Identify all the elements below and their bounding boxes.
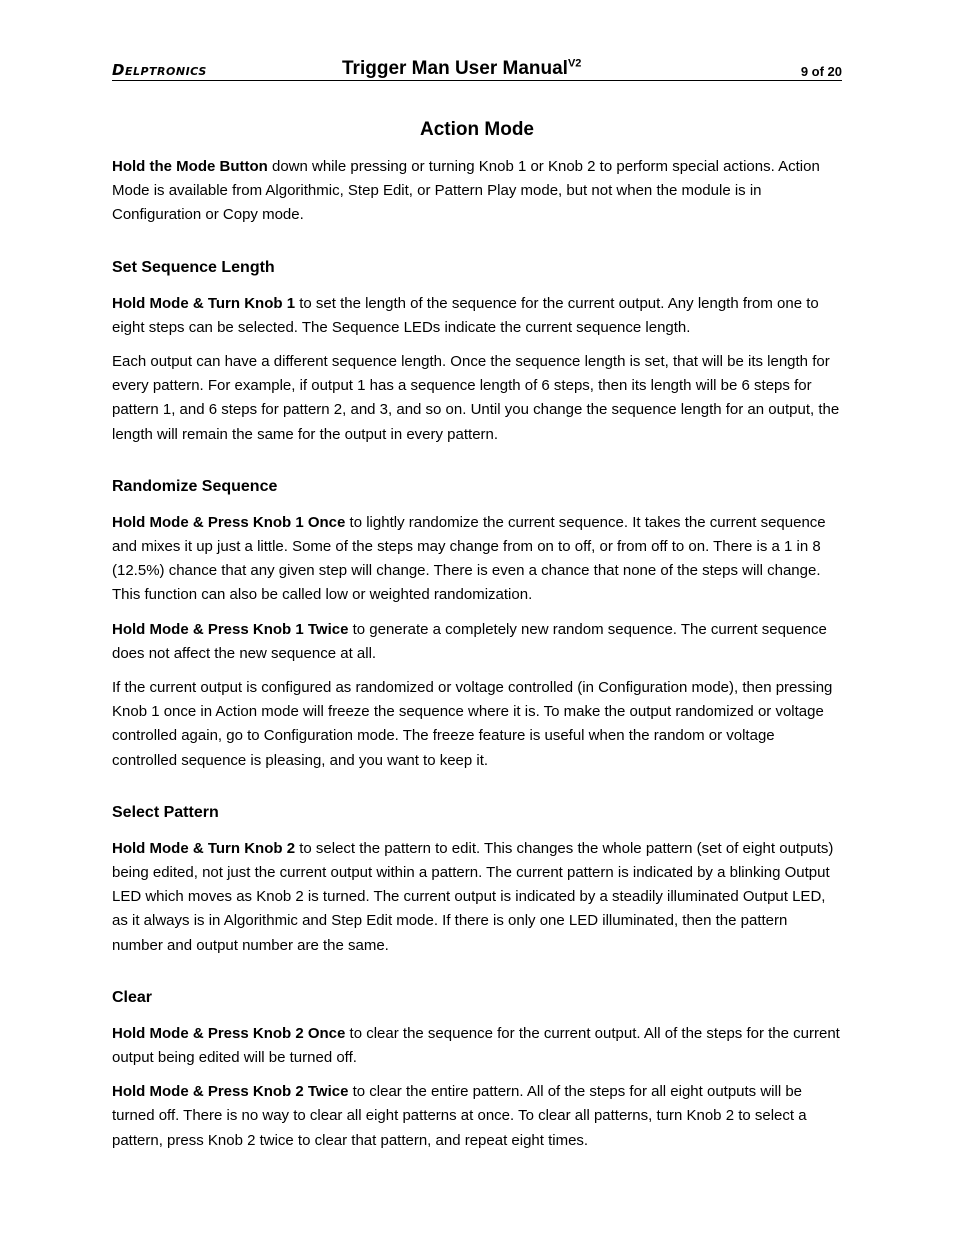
- page-number: 9 of 20: [800, 64, 842, 79]
- paragraph-text: to set the length of the sequence for the current output. Any length from one to eight steps can be selected. The Sequence LEDs indicate the current sequence length.: [112, 294, 819, 336]
- intro-text: down while pressing or turning Knob 1 or Knob 2 to perform special actions. Action Mode is available from Algorithmic, Step Edit, or Pattern Play mode, but not when the module is in Configuration or Copy mode.: [112, 158, 820, 224]
- body-paragraph: [112, 292, 842, 340]
- intro-paragraph: [112, 155, 842, 228]
- subsection-heading: Clear: [112, 988, 153, 1006]
- paragraph-bold: Hold Mode & Turn Knob 2: [112, 839, 296, 857]
- paragraph-text: to select the pattern to edit. This changes the whole pattern (set of eight outputs) being edited, not just the current output within a pattern. The current pattern is indicated by a blinking Output LED which moves as Knob 2 is turned. The current output is indicated by a steadily illuminated Output LED, as it always is in Algorithmic and Step Edit mode. If there is only one LED illuminated, then the pattern number and output number are the same.: [112, 839, 834, 954]
- body-paragraph: [112, 837, 842, 958]
- body-paragraph: [112, 350, 842, 447]
- paragraph-text: to clear the sequence for the current output. All of the steps for the current output being edited will be turned off.: [112, 1024, 840, 1067]
- body-paragraph: [112, 676, 842, 773]
- body-paragraph: [112, 511, 842, 608]
- document-title-text: Trigger Man User Manual: [342, 58, 568, 79]
- paragraph-bold: Hold Mode & Press Knob 1 Once: [112, 513, 346, 531]
- brand-logo: Delptronics: [112, 61, 207, 79]
- document-title-version: V2: [567, 57, 582, 70]
- body-paragraph: [112, 1080, 842, 1153]
- paragraph-text: to generate a completely new random sequence. The current sequence does not affect the new sequence at all.: [112, 620, 827, 662]
- intro-bold: Hold the Mode Button: [112, 158, 268, 175]
- paragraph-text: to clear the entire pattern. All of the steps for all eight outputs will be turned off. There is no way to clear all eight patterns at once. To clear all patterns, turn Knob 2 to select a pattern, press Knob 2 twice to clear that pattern, and repeat eight times.: [112, 1083, 807, 1149]
- paragraph-bold: Hold Mode & Turn Knob 1: [112, 294, 296, 312]
- subsection-heading: Set Sequence Length: [112, 258, 275, 276]
- page-header: [112, 52, 842, 81]
- section-title: Action Mode: [420, 119, 534, 140]
- paragraph-text: If the current output is configured as randomized or voltage controlled (in Configuration mode), then pressing Knob 1 once in Action mode will freeze the sequence where it is. To make the output randomized or voltage controlled again, go to Configuration mode. The freeze feature is useful when the random or voltage controlled sequence is pleasing, and you want to keep it.: [112, 679, 833, 769]
- paragraph-bold: Hold Mode & Press Knob 2 Twice: [112, 1083, 349, 1101]
- body-paragraph: [112, 618, 842, 666]
- paragraph-text: Each output can have a different sequence length. Once the sequence length is set, that will be its length for every pattern. For example, if output 1 has a sequence length of 6 steps, then its length will be 6 steps for pattern 1, and 6 steps for pattern 2, and 3, and so on. Until you change the sequence length for an output, the length will remain the same for the output in every pattern.: [112, 353, 840, 443]
- subsection-heading: Randomize Sequence: [112, 477, 278, 495]
- document-title: [342, 58, 581, 80]
- body-paragraph: [112, 1022, 842, 1070]
- subsection-heading: Select Pattern: [112, 803, 219, 821]
- paragraph-bold: Hold Mode & Press Knob 2 Once: [112, 1024, 346, 1042]
- document-page: [112, 52, 842, 1163]
- paragraph-bold: Hold Mode & Press Knob 1 Twice: [112, 620, 349, 638]
- paragraph-text: to lightly randomize the current sequence. It takes the current sequence and mixes it up just a little. Some of the steps may change from on to off, or from off to on. There is a 1 in 8 (12.5%) chance that any given step will change. There is even a chance that none of the steps will change. This function can also be called low or weighted randomization.: [112, 513, 826, 604]
